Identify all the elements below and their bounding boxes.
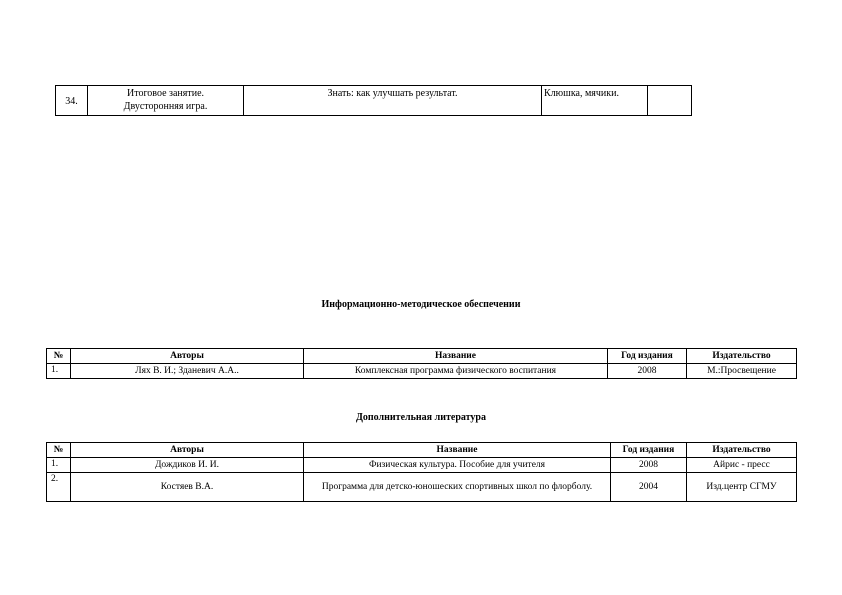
header-name: Название	[304, 443, 611, 458]
header-authors: Авторы	[71, 349, 304, 364]
extra-section-title: Дополнительная литература	[356, 412, 486, 423]
lesson-topic-line-2: Двусторонняя игра.	[123, 101, 208, 112]
table-row	[47, 458, 797, 473]
lesson-topic-line-1: Итоговое занятие.	[126, 88, 205, 99]
header-year: Год издания	[611, 443, 687, 458]
row-name: Комплексная программа физического воспитания	[304, 364, 608, 379]
row-name: Программа для детско-юношеских спортивных школ по флорболу.	[304, 473, 611, 502]
row-year: 2008	[608, 364, 687, 379]
header-num: №	[47, 349, 71, 364]
row-authors: Костяев В.А.	[71, 473, 304, 502]
header-publisher: Издательство	[687, 443, 797, 458]
lesson-topic	[88, 86, 244, 116]
info-section-title: Информационно-методическое обеспечении	[321, 299, 521, 310]
row-year: 2008	[611, 458, 687, 473]
lesson-number: 34.	[56, 86, 88, 116]
header-name: Название	[304, 349, 608, 364]
table-row	[56, 86, 692, 116]
row-publisher: Айрис - пресс	[687, 458, 797, 473]
lesson-extra	[648, 86, 692, 116]
row-year: 2004	[611, 473, 687, 502]
lesson-equipment: Клюшка, мячики.	[542, 86, 648, 116]
table-header-row	[47, 443, 797, 458]
row-authors: Дождиков И. И.	[71, 458, 304, 473]
header-publisher: Издательство	[687, 349, 797, 364]
row-num: 1.	[47, 458, 71, 473]
table-header-row	[47, 349, 797, 364]
row-publisher: Изд.центр СГМУ	[687, 473, 797, 502]
header-authors: Авторы	[71, 443, 304, 458]
row-publisher: М.:Просвещение	[687, 364, 797, 379]
row-num: 1.	[47, 364, 71, 379]
lesson-goal: Знать: как улучшать результат.	[244, 86, 542, 116]
lesson-table	[55, 85, 692, 116]
table-row	[47, 364, 797, 379]
header-year: Год издания	[608, 349, 687, 364]
row-num: 2.	[47, 473, 71, 502]
row-authors: Лях В. И.; Зданевич А.А..	[71, 364, 304, 379]
header-num: №	[47, 443, 71, 458]
info-table	[46, 348, 797, 379]
table-row	[47, 473, 797, 502]
extra-literature-table	[46, 442, 797, 502]
row-name: Физическая культура. Пособие для учителя	[304, 458, 611, 473]
